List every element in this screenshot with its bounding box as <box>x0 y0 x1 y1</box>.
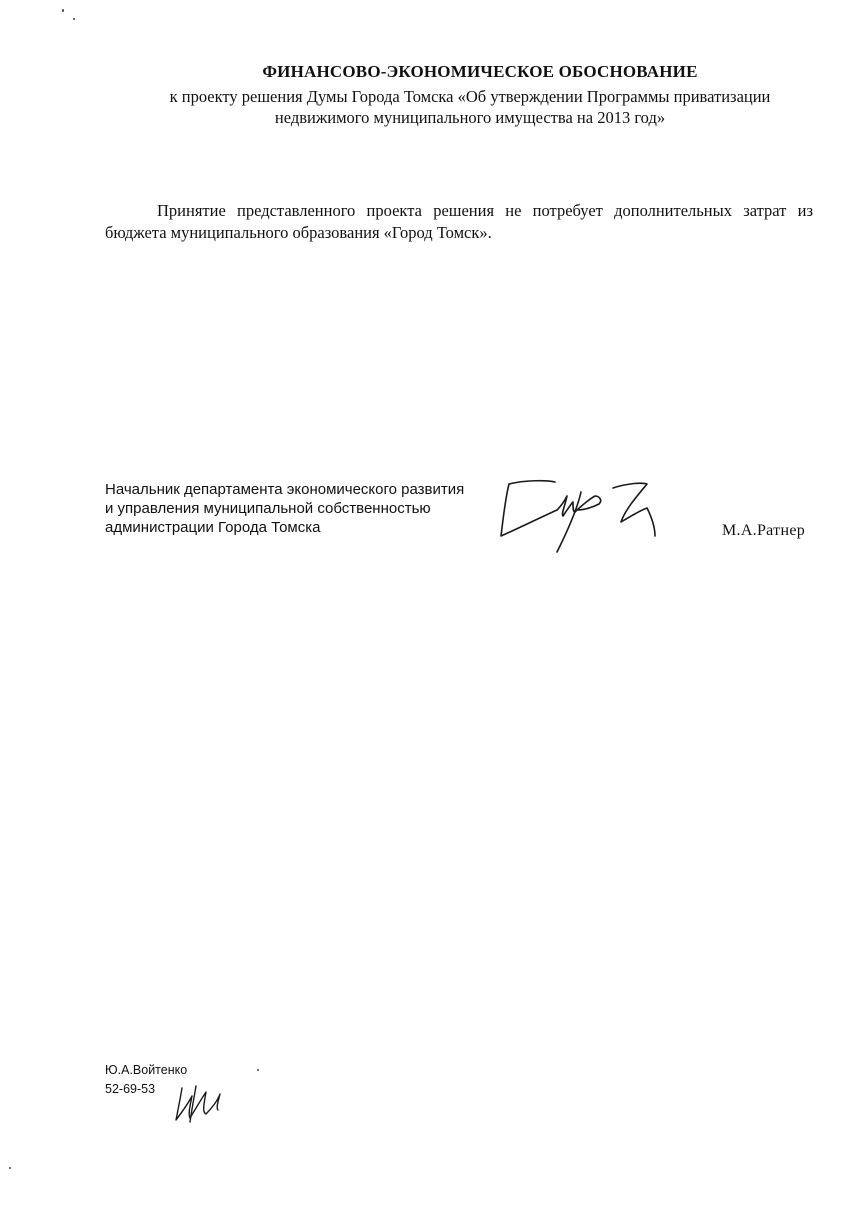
signer-position-line-2: и управления муниципальной собственностью <box>105 500 431 517</box>
scan-speck <box>257 1069 259 1071</box>
body-paragraph: Принятие представленного проекта решения не потребует дополнительных затрат из бюджета муниципального образования «Город Томск». <box>105 200 813 242</box>
subtitle-line-1: к проекту решения Думы Города Томска «Об утверждении Программы приватизации <box>169 87 771 106</box>
document-title: ФИНАНСОВО-ЭКОНОМИЧЕСКОЕ ОБОСНОВАНИЕ <box>262 62 698 81</box>
executor-name: Ю.А.Войтенко <box>105 1063 188 1077</box>
scan-speck <box>73 18 75 20</box>
document-subtitle <box>100 86 820 128</box>
handwritten-initials <box>172 1082 227 1124</box>
subtitle-line-2: недвижимого муниципального имущества на 2013 год» <box>274 108 666 127</box>
signer-name: М.А.Ратнер <box>722 522 806 539</box>
signer-position <box>105 480 505 537</box>
handwritten-signature <box>495 470 670 560</box>
signer-position-line-3: администрации Города Томска <box>105 519 321 536</box>
scan-speck <box>9 1167 11 1169</box>
signer-position-line-1: Начальник департамента экономического развития <box>105 481 465 498</box>
scan-speck <box>62 9 64 12</box>
executor-phone: 52-69-53 <box>105 1082 156 1096</box>
